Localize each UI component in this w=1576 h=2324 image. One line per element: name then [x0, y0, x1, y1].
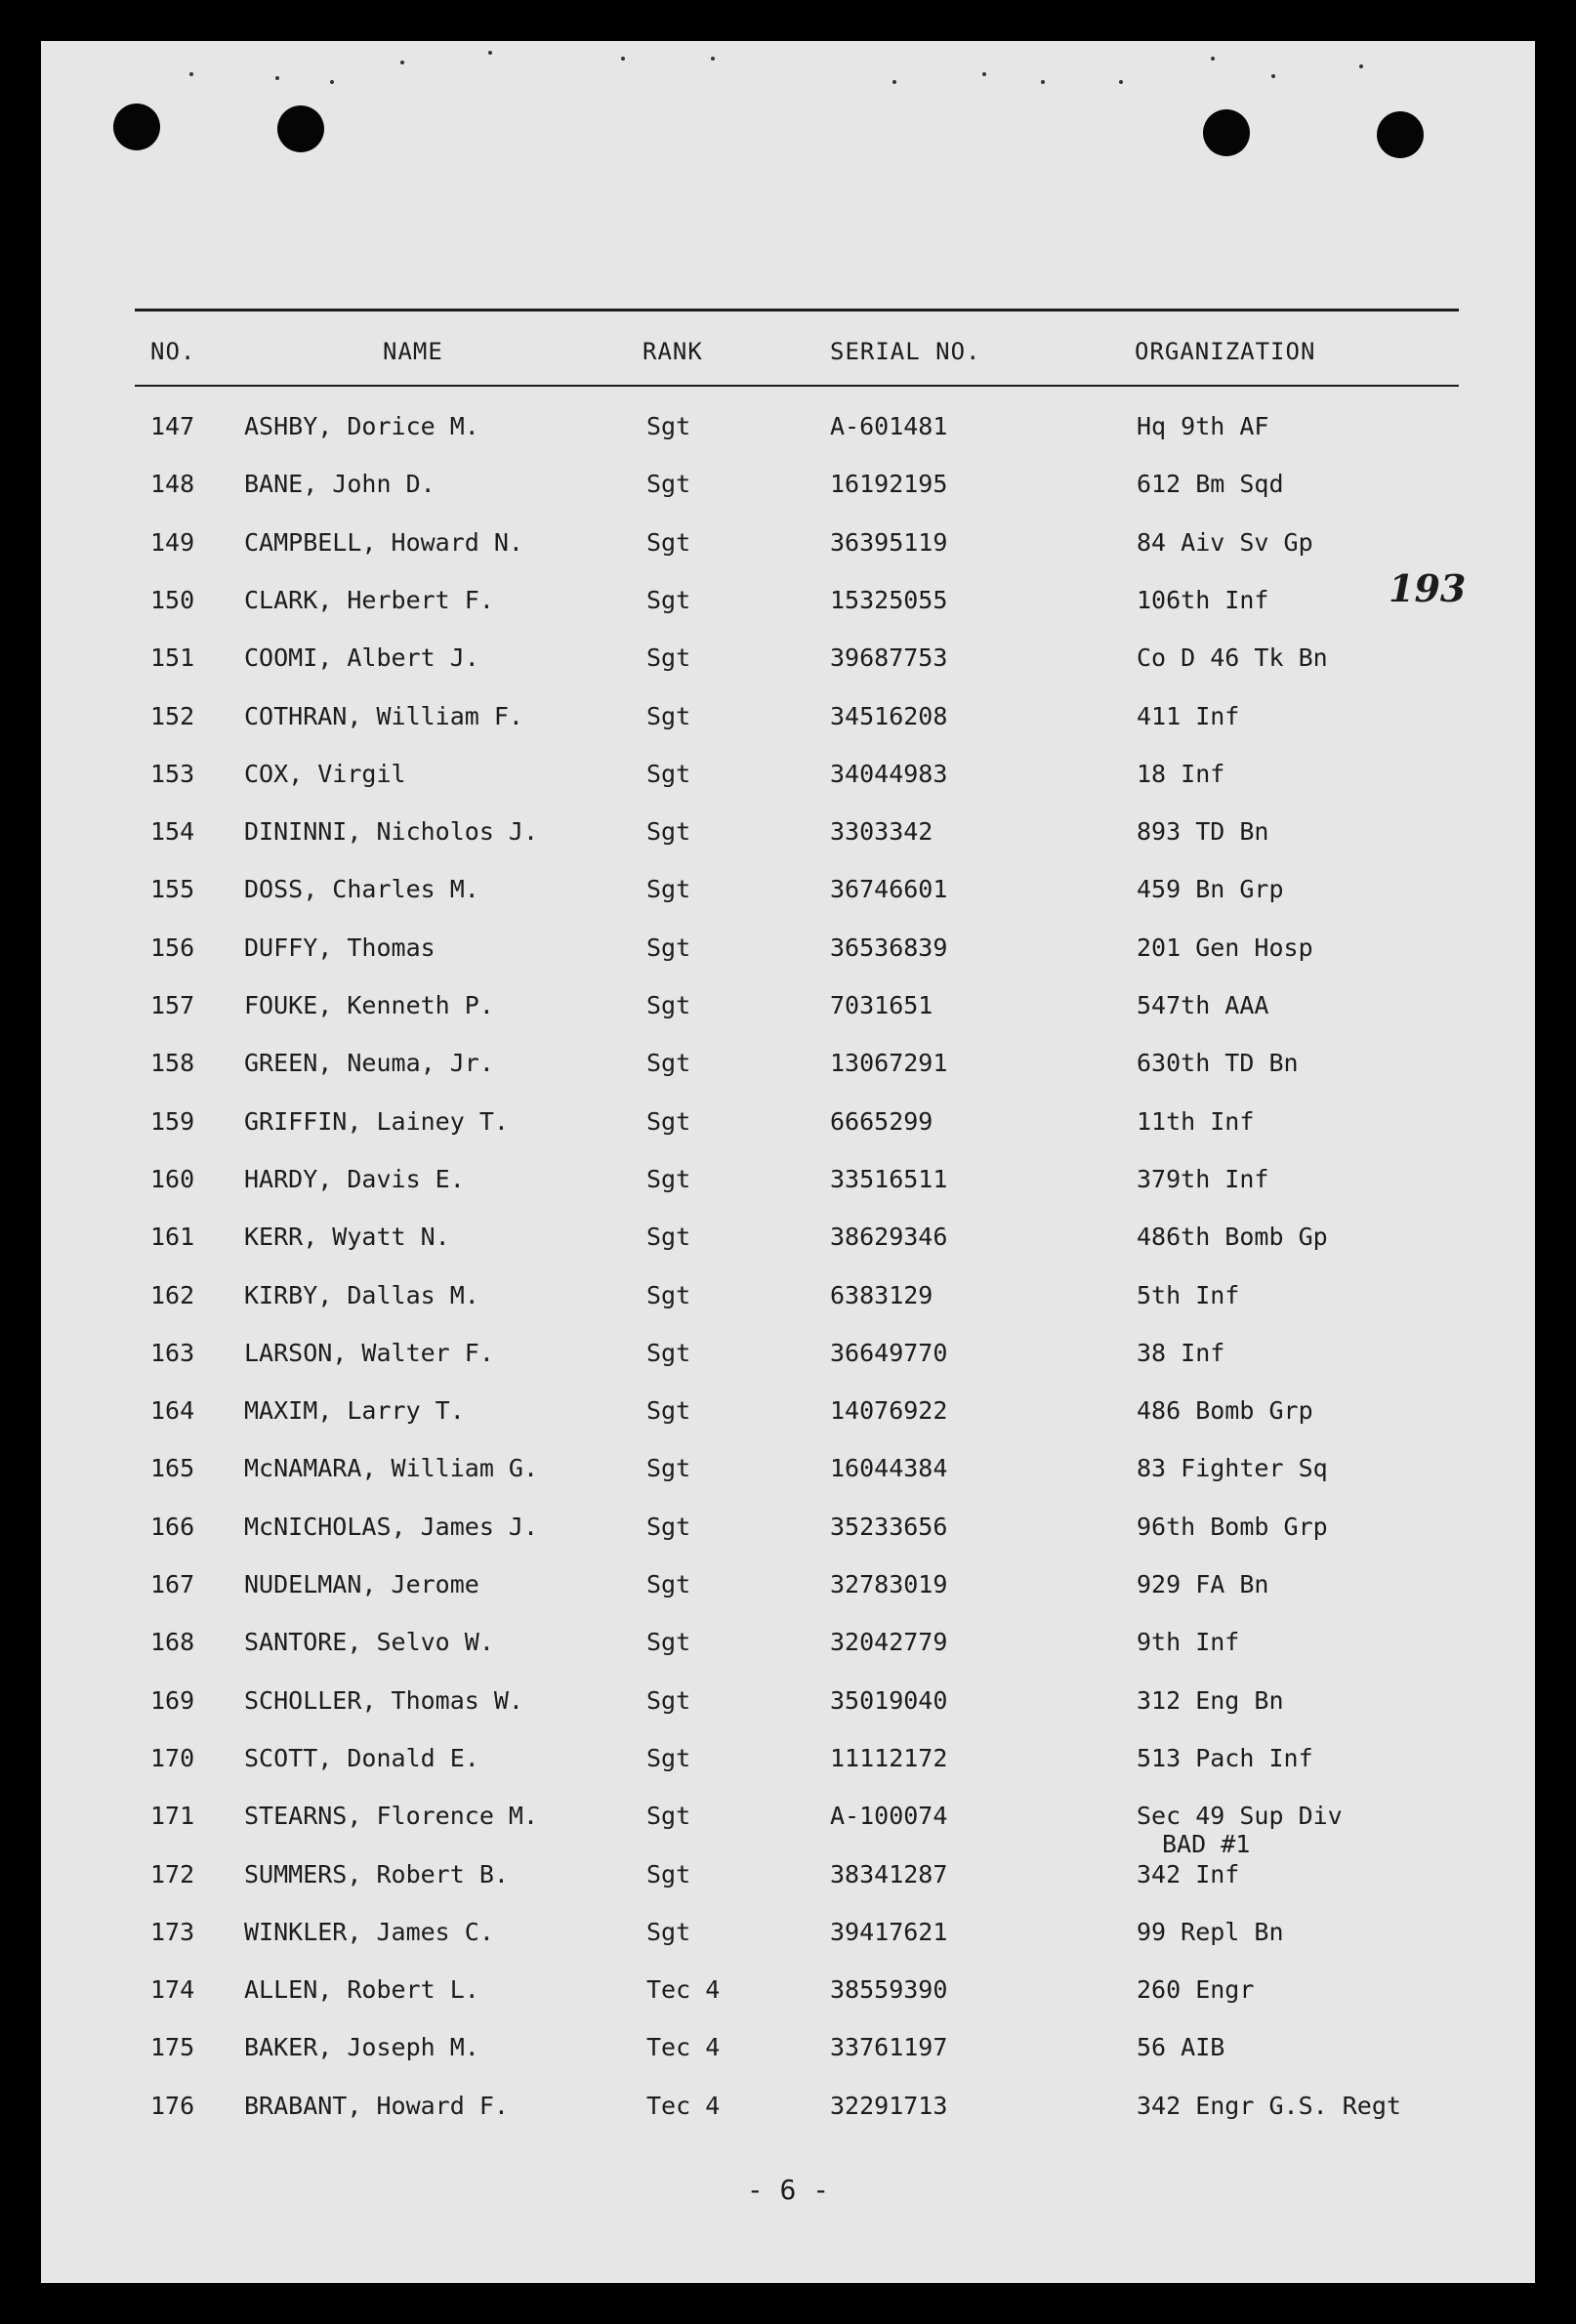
row-name: MAXIM, Larry T.	[244, 1396, 465, 1425]
row-rank: Sgt	[646, 702, 691, 730]
row-rank: Sgt	[646, 1570, 691, 1598]
table-row	[41, 586, 1535, 629]
table-row	[41, 2033, 1535, 2076]
table-row	[41, 1223, 1535, 1266]
page-footer: - 6 -	[746, 2174, 830, 2206]
row-organization: 38 Inf	[1137, 1339, 1225, 1367]
row-number: 163	[150, 1339, 195, 1367]
row-name: COX, Virgil	[244, 760, 406, 788]
row-organization: 612 Bm Sqd	[1137, 470, 1284, 498]
row-number: 171	[150, 1802, 195, 1830]
table-row	[41, 1628, 1535, 1671]
row-number: 157	[150, 991, 195, 1019]
row-organization: 56 AIB	[1137, 2033, 1225, 2061]
row-number: 148	[150, 470, 195, 498]
row-rank: Tec 4	[646, 2033, 721, 2061]
row-serial-number: 34044983	[830, 760, 948, 788]
row-number: 161	[150, 1223, 195, 1251]
row-organization: 486 Bomb Grp	[1137, 1396, 1313, 1425]
row-organization: 260 Engr	[1137, 1975, 1255, 2004]
row-number: 150	[150, 586, 195, 614]
row-rank: Sgt	[646, 1339, 691, 1367]
row-serial-number: 38559390	[830, 1975, 948, 2004]
row-name: SANTORE, Selvo W.	[244, 1628, 494, 1656]
table-row	[41, 1513, 1535, 1556]
table-row	[41, 1860, 1535, 1903]
row-name: CLARK, Herbert F.	[244, 586, 494, 614]
row-name: BANE, John D.	[244, 470, 435, 498]
row-number: 164	[150, 1396, 195, 1425]
row-number: 149	[150, 528, 195, 557]
row-serial-number: 35233656	[830, 1513, 948, 1541]
margin-page-number: 193	[1389, 566, 1467, 610]
header-organization: ORGANIZATION	[1135, 338, 1316, 365]
row-rank: Sgt	[646, 1454, 691, 1482]
row-organization: 99 Repl Bn	[1137, 1918, 1284, 1946]
row-rank: Sgt	[646, 586, 691, 614]
header-rank: RANK	[643, 338, 703, 365]
row-serial-number: 7031651	[830, 991, 933, 1019]
row-rank: Sgt	[646, 875, 691, 903]
row-rank: Sgt	[646, 1628, 691, 1656]
row-organization: 9th Inf	[1137, 1628, 1240, 1656]
row-organization: Sec 49 Sup Div	[1137, 1802, 1343, 1830]
row-serial-number: 11112172	[830, 1744, 948, 1772]
table-row	[41, 1454, 1535, 1497]
row-serial-number: 13067291	[830, 1049, 948, 1077]
row-serial-number: A-100074	[830, 1802, 948, 1830]
row-organization: 411 Inf	[1137, 702, 1240, 730]
row-rank: Sgt	[646, 643, 691, 672]
row-number: 168	[150, 1628, 195, 1656]
row-serial-number: 34516208	[830, 702, 948, 730]
row-name: CAMPBELL, Howard N.	[244, 528, 523, 557]
row-rank: Sgt	[646, 1744, 691, 1772]
row-number: 169	[150, 1686, 195, 1715]
table-row	[41, 1165, 1535, 1208]
row-serial-number: 35019040	[830, 1686, 948, 1715]
table-row	[41, 1975, 1535, 2018]
row-number: 151	[150, 643, 195, 672]
row-name: ASHBY, Dorice M.	[244, 412, 479, 440]
row-organization: 342 Inf	[1137, 1860, 1240, 1888]
row-name: COTHRAN, William F.	[244, 702, 523, 730]
row-name: SCHOLLER, Thomas W.	[244, 1686, 523, 1715]
row-number: 167	[150, 1570, 195, 1598]
table-row	[41, 1396, 1535, 1439]
table-row	[41, 1744, 1535, 1787]
row-name: ALLEN, Robert L.	[244, 1975, 479, 2004]
row-serial-number: 36536839	[830, 934, 948, 962]
row-number: 162	[150, 1281, 195, 1309]
row-number: 152	[150, 702, 195, 730]
row-serial-number: 6383129	[830, 1281, 933, 1309]
row-rank: Sgt	[646, 1686, 691, 1715]
row-name: GREEN, Neuma, Jr.	[244, 1049, 494, 1077]
table-row	[41, 1339, 1535, 1382]
row-rank: Sgt	[646, 934, 691, 962]
header-serial: SERIAL NO.	[830, 338, 981, 365]
row-name: HARDY, Davis E.	[244, 1165, 465, 1193]
row-organization: 459 Bn Grp	[1137, 875, 1284, 903]
row-serial-number: 3303342	[830, 817, 933, 846]
row-organization: 547th AAA	[1137, 991, 1269, 1019]
row-serial-number: 15325055	[830, 586, 948, 614]
row-organization-continuation: BAD #1	[1162, 1830, 1251, 1858]
row-number: 175	[150, 2033, 195, 2061]
row-rank: Sgt	[646, 1049, 691, 1077]
row-rank: Sgt	[646, 1165, 691, 1193]
row-name: FOUKE, Kenneth P.	[244, 991, 494, 1019]
row-serial-number: 38341287	[830, 1860, 948, 1888]
table-row	[41, 1049, 1535, 1092]
row-rank: Sgt	[646, 1223, 691, 1251]
table-row	[41, 1570, 1535, 1613]
row-rank: Sgt	[646, 1107, 691, 1136]
row-number: 160	[150, 1165, 195, 1193]
row-serial-number: 32042779	[830, 1628, 948, 1656]
row-serial-number: 33516511	[830, 1165, 948, 1193]
row-organization: 5th Inf	[1137, 1281, 1240, 1309]
row-name: McNICHOLAS, James J.	[244, 1513, 539, 1541]
row-number: 165	[150, 1454, 195, 1482]
row-name: GRIFFIN, Lainey T.	[244, 1107, 509, 1136]
row-name: BRABANT, Howard F.	[244, 2092, 509, 2120]
header-no: NO.	[150, 338, 196, 365]
row-serial-number: 33761197	[830, 2033, 948, 2061]
table-row	[41, 991, 1535, 1034]
row-organization: Co D 46 Tk Bn	[1137, 643, 1328, 672]
roster-table	[41, 41, 1535, 2283]
row-number: 159	[150, 1107, 195, 1136]
row-serial-number: 36746601	[830, 875, 948, 903]
row-rank: Sgt	[646, 1513, 691, 1541]
row-number: 166	[150, 1513, 195, 1541]
table-row	[41, 1107, 1535, 1150]
row-name: WINKLER, James C.	[244, 1918, 494, 1946]
row-organization: 486th Bomb Gp	[1137, 1223, 1328, 1251]
row-number: 147	[150, 412, 195, 440]
row-rank: Sgt	[646, 1860, 691, 1888]
table-row	[41, 2092, 1535, 2135]
row-name: KIRBY, Dallas M.	[244, 1281, 479, 1309]
row-rank: Sgt	[646, 528, 691, 557]
row-serial-number: 39417621	[830, 1918, 948, 1946]
row-rank: Tec 4	[646, 1975, 721, 2004]
row-serial-number: 38629346	[830, 1223, 948, 1251]
row-organization: 893 TD Bn	[1137, 817, 1269, 846]
row-number: 170	[150, 1744, 195, 1772]
row-rank: Sgt	[646, 470, 691, 498]
row-name: DOSS, Charles M.	[244, 875, 479, 903]
row-name: KERR, Wyatt N.	[244, 1223, 450, 1251]
row-rank: Sgt	[646, 1802, 691, 1830]
row-organization: 83 Fighter Sq	[1137, 1454, 1328, 1482]
row-number: 156	[150, 934, 195, 962]
row-organization: 929 FA Bn	[1137, 1570, 1269, 1598]
table-row	[41, 934, 1535, 976]
table-row	[41, 760, 1535, 803]
row-organization: 513 Pach Inf	[1137, 1744, 1313, 1772]
table-row	[41, 412, 1535, 455]
table-row	[41, 702, 1535, 745]
row-organization: 379th Inf	[1137, 1165, 1269, 1193]
row-organization: 342 Engr G.S. Regt	[1137, 2092, 1401, 2120]
row-name: NUDELMAN, Jerome	[244, 1570, 479, 1598]
row-organization: Hq 9th AF	[1137, 412, 1269, 440]
row-serial-number: 14076922	[830, 1396, 948, 1425]
row-rank: Sgt	[646, 817, 691, 846]
row-organization: 11th Inf	[1137, 1107, 1255, 1136]
row-serial-number: 16192195	[830, 470, 948, 498]
row-rank: Sgt	[646, 991, 691, 1019]
row-name: COOMI, Albert J.	[244, 643, 479, 672]
table-row	[41, 643, 1535, 686]
row-organization: 201 Gen Hosp	[1137, 934, 1313, 962]
row-number: 158	[150, 1049, 195, 1077]
row-rank: Sgt	[646, 1396, 691, 1425]
row-rank: Sgt	[646, 1281, 691, 1309]
row-serial-number: 32783019	[830, 1570, 948, 1598]
table-row	[41, 528, 1535, 571]
table-row	[41, 875, 1535, 918]
row-organization: 312 Eng Bn	[1137, 1686, 1284, 1715]
row-rank: Sgt	[646, 1918, 691, 1946]
row-number: 172	[150, 1860, 195, 1888]
row-number: 176	[150, 2092, 195, 2120]
row-serial-number: 16044384	[830, 1454, 948, 1482]
row-rank: Sgt	[646, 412, 691, 440]
row-number: 174	[150, 1975, 195, 2004]
row-serial-number: A-601481	[830, 412, 948, 440]
row-organization: 106th Inf	[1137, 586, 1269, 614]
table-row	[41, 1686, 1535, 1729]
row-serial-number: 36649770	[830, 1339, 948, 1367]
header-name: NAME	[383, 338, 443, 365]
row-organization: 630th TD Bn	[1137, 1049, 1299, 1077]
row-number: 154	[150, 817, 195, 846]
table-row	[41, 1918, 1535, 1961]
row-serial-number: 36395119	[830, 528, 948, 557]
row-name: LARSON, Walter F.	[244, 1339, 494, 1367]
table-row	[41, 817, 1535, 860]
document-page	[41, 41, 1535, 2283]
row-serial-number: 32291713	[830, 2092, 948, 2120]
row-number: 155	[150, 875, 195, 903]
row-number: 173	[150, 1918, 195, 1946]
row-name: SCOTT, Donald E.	[244, 1744, 479, 1772]
table-row	[41, 470, 1535, 513]
table-row	[41, 1802, 1535, 1845]
row-rank: Tec 4	[646, 2092, 721, 2120]
row-organization: 84 Aiv Sv Gp	[1137, 528, 1313, 557]
row-name: DININNI, Nicholos J.	[244, 817, 539, 846]
row-organization: 18 Inf	[1137, 760, 1225, 788]
row-name: SUMMERS, Robert B.	[244, 1860, 509, 1888]
row-name: DUFFY, Thomas	[244, 934, 435, 962]
row-serial-number: 6665299	[830, 1107, 933, 1136]
table-row	[41, 1281, 1535, 1324]
row-number: 153	[150, 760, 195, 788]
row-serial-number: 39687753	[830, 643, 948, 672]
row-name: McNAMARA, William G.	[244, 1454, 539, 1482]
row-name: BAKER, Joseph M.	[244, 2033, 479, 2061]
row-organization: 96th Bomb Grp	[1137, 1513, 1328, 1541]
row-rank: Sgt	[646, 760, 691, 788]
row-name: STEARNS, Florence M.	[244, 1802, 539, 1830]
